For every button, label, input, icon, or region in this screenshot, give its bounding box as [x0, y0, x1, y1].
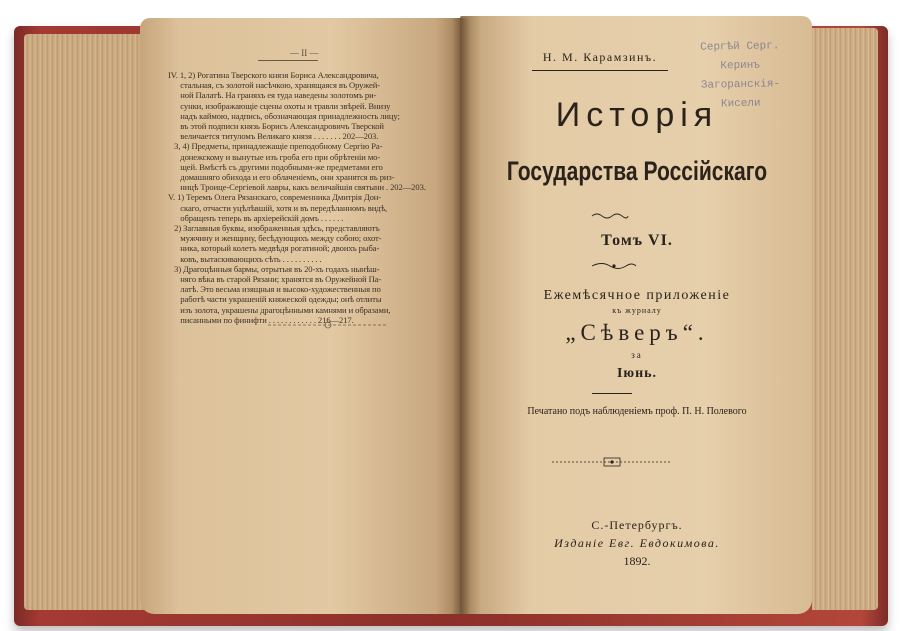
illustration-list-line: щей. Вмѣстѣ съ другими подобными-же предметами его: [168, 161, 383, 172]
month-label: Іюнь.: [616, 366, 658, 381]
printed-under-line: Печатано подъ наблюденіемъ проф. П. Н. Полевого: [527, 406, 747, 417]
illustration-list-line: домашняго обихода и его облаченіемъ, они хранятся въ риз-: [168, 172, 395, 183]
illustration-list-line: обращенъ теперь въ архіерейскій домъ . . . . . .: [168, 212, 344, 223]
ornament-divider-icon: [268, 318, 388, 332]
illustration-list-line: ковъ, вытаскивающихъ сѣть . . . . . . . . . .: [168, 253, 322, 264]
year-label: 1892.: [623, 554, 651, 568]
illustration-list-line: стальная, съ золотой насѣчкою, хранящаяся въ Оружей-: [168, 80, 380, 91]
illustration-list-line: латѣ. Это весьма изящныя и высоко-художественныя по: [168, 284, 381, 295]
book-title: Исторія: [555, 96, 719, 134]
illustration-list-line: въ этой подписи князь Борисъ Александровичъ Тверской: [168, 121, 384, 132]
left-page-edges: [24, 34, 144, 610]
short-rule: [592, 393, 632, 394]
monthly-supplement: Ежемѣсячное приложеніе: [543, 288, 731, 303]
illustration-list-line: изъ золота, украшены драгоцѣнными камнями и образами,: [168, 304, 391, 315]
illustration-list-line: ницѣ Троице-Сергіевой лавры, какъ величайшія святыни . 202—203.: [168, 182, 426, 193]
illustration-list-line: величается титуломъ Великаго князя . . . . . . . 202—203.: [168, 131, 379, 142]
illustration-list-line: ника, который колетъ медвѣдя рогатиной; двоихъ рыба-: [168, 243, 380, 254]
illustration-list-line: 3) Драгоцѣнныя бармы, отрытыя въ 20-хъ годахъ нынѣш-: [168, 263, 380, 274]
book-subtitle: Государства Россійскаго: [506, 156, 768, 186]
publisher-label: Изданіе Евг. Евдокимова.: [554, 536, 720, 550]
illustration-list-line: ной Палатѣ. На граняхъ ея туда наведены золотомъ ри-: [168, 90, 377, 101]
left-page-rule: [258, 60, 318, 61]
stamp-line-1: Сергѣй Серг. Керинъ: [700, 40, 780, 73]
volume-label: Томъ VI.: [601, 232, 673, 249]
illustration-list-line: IV. 1, 2) Рогатина Тверского князя Бориса Александровича,: [168, 70, 379, 80]
journal-name: „Сѣверъ“.: [565, 320, 709, 345]
illustration-list-line: работѣ части украшеній княжеской одежды; онѣ отлиты: [168, 294, 382, 305]
illustration-list: [168, 70, 458, 325]
right-page-edges: [812, 28, 878, 610]
illustration-list-line: 3, 4) Предметы, принадлежащіе преподобному Сергію Ра-: [168, 141, 383, 152]
illustration-list-line: мужчину и женщину, бесѣдующихъ между собою; охот-: [168, 233, 382, 244]
illustration-list-line: донежскому и вынутые изъ гроба его при обрѣтеніи мо-: [168, 151, 381, 162]
left-page-number: — II —: [290, 48, 319, 58]
tilde-ornament-icon: [590, 212, 630, 220]
owner-stamp: [684, 37, 797, 111]
illustration-list-line: скаго, отчасти уцѣлѣвшій, хотя и въ передѣланномъ видѣ,: [168, 202, 388, 213]
city-label: С.-Петербургъ.: [591, 518, 683, 532]
stamp-line-2: Загоранскія-Кисели: [700, 78, 781, 111]
illustration-list-line: сунки, изображающіе сцены охоты и травли звѣрей. Внизу: [168, 100, 391, 111]
illustration-list-line: писанными по финифти . . . . . . . . . . . . 216—217.: [168, 314, 354, 325]
illustration-list-line: няго вѣка въ старой Рязани; хранятся въ Оружейной Па-: [168, 274, 382, 285]
author-name: Н. М. Карамзинъ.: [542, 50, 658, 64]
ornament-band-icon: [552, 456, 672, 468]
illustration-list-line: надъ каймою, надпись, обозначающая принадлежность лицу;: [168, 110, 400, 121]
illustration-list-line: V. 1) Теремъ Олега Рязанскаго, современника Дмитрія Дон-: [168, 192, 382, 203]
illustration-list-line: 2) Заглавныя буквы, изображенныя здѣсь, представляютъ: [168, 223, 380, 234]
flourish-ornament-icon: [590, 260, 638, 272]
to-journal-label: къ журналу: [612, 306, 662, 315]
for-label: за: [631, 350, 643, 360]
